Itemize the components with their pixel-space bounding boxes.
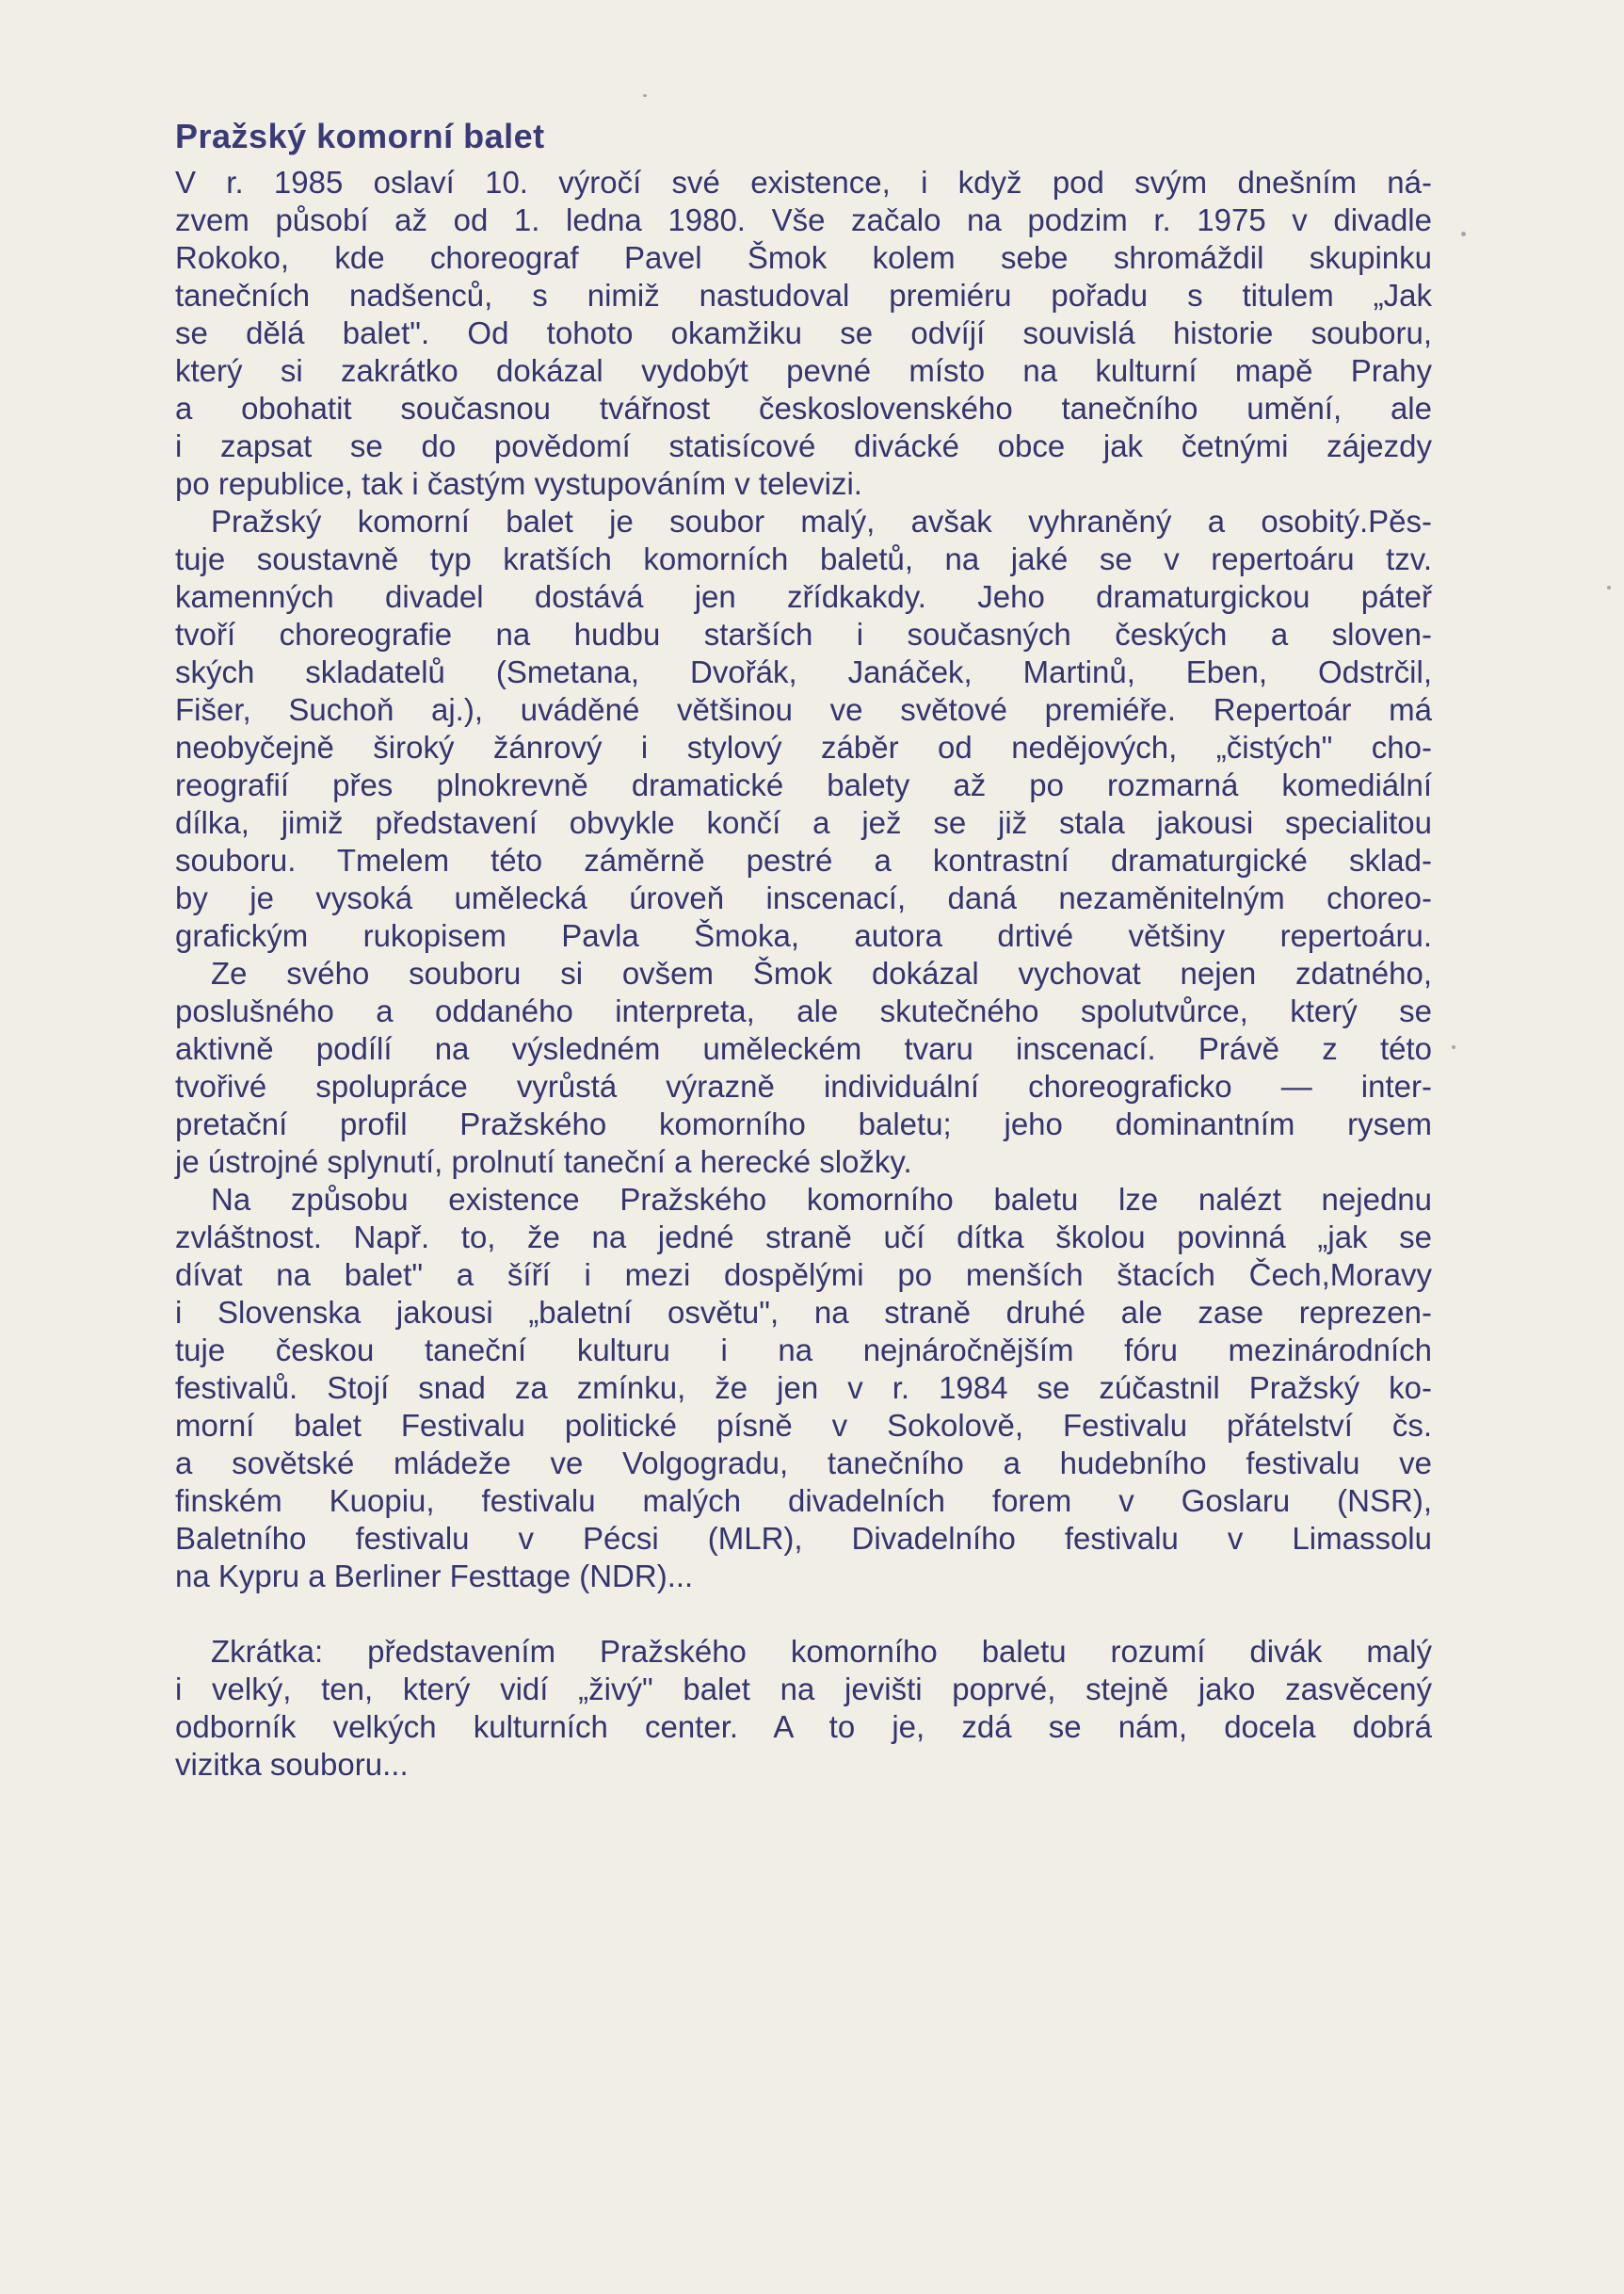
text-line: odborník velkých kulturních center. A to je, zdá se nám, docela dobrá: [175, 1709, 1432, 1744]
text-line: aktivně podílí na výsledném uměleckém tvaru inscenací. Právě z této: [175, 1031, 1432, 1066]
text-line: Fišer, Suchoň aj.), uváděné většinou ve světové premiéře. Repertoár má: [175, 692, 1432, 727]
text-line: se dělá balet". Od tohoto okamžiku se odvíjí souvislá historie souboru,: [175, 315, 1432, 350]
text-line: je ústrojné splynutí, prolnutí taneční a herecké složky.: [175, 1144, 912, 1179]
text-line: pretační profil Pražského komorního baletu; jeho dominantním rysem: [175, 1107, 1432, 1141]
text-line: morní balet Festivalu politické písně v Sokolově, Festivalu přátelství čs.: [175, 1408, 1432, 1443]
text-line: na Kypru a Berliner Festtage (NDR)...: [175, 1559, 694, 1593]
text-line: souboru. Tmelem této záměrně pestré a kontrastní dramaturgické sklad-: [175, 843, 1432, 878]
text-line: vizitka souboru...: [175, 1747, 409, 1782]
text-line: a obohatit současnou tvářnost československého tanečního umění, ale: [175, 391, 1432, 426]
text-line: tanečních nadšenců, s nimiž nastudoval premiéru pořadu s titulem „Jak: [175, 278, 1432, 313]
print-speck: [1461, 232, 1466, 236]
text-line: festivalů. Stojí snad za zmínku, že jen v r. 1984 se zúčastnil Pražský ko-: [175, 1370, 1432, 1405]
print-speck: [1452, 1045, 1455, 1049]
text-line: Zkrátka: představením Pražského komorního baletu rozumí divák malý: [211, 1634, 1432, 1669]
text-line: Na způsobu existence Pražského komorního baletu lze nalézt nejednu: [211, 1182, 1432, 1217]
text-line: Pražský komorní balet je soubor malý, avšak vyhraněný a osobitý.Pěs-: [211, 504, 1432, 539]
text-line: by je vysoká umělecká úroveň inscenací, daná nezaměnitelným choreo-: [175, 880, 1432, 915]
text-line: tvořivé spolupráce vyrůstá výrazně individuální choreograficko — inter-: [175, 1069, 1432, 1104]
text-line: ských skladatelů (Smetana, Dvořák, Janáček, Martinů, Eben, Odstrčil,: [175, 654, 1432, 689]
print-speck: [1607, 586, 1611, 590]
text-line: i velký, ten, který vidí „živý" balet na jevišti poprvé, stejně jako zasvěcený: [175, 1672, 1432, 1706]
text-line: tvoří choreografie na hudbu starších i současných českých a sloven-: [175, 617, 1432, 652]
text-line: i zapsat se do povědomí statisícové divácké obce jak četnými zájezdy: [175, 428, 1432, 463]
text-line: tuje soustavně typ kratších komorních baletů, na jaké se v repertoáru tzv.: [175, 541, 1432, 576]
text-line: zvláštnost. Např. to, že na jedné straně učí dítka školou povinná „jak se: [175, 1220, 1432, 1254]
text-line: tuje českou taneční kulturu i na nejnáročnějším fóru mezinárodních: [175, 1333, 1432, 1367]
text-line: V r. 1985 oslaví 10. výročí své existence, i když pod svým dnešním ná-: [175, 165, 1432, 200]
text-line: který si zakrátko dokázal vydobýt pevné místo na kulturní mapě Prahy: [175, 353, 1432, 388]
text-line: reografií přes plnokrevně dramatické balety až po rozmarná komediální: [175, 767, 1432, 802]
text-line: i Slovenska jakousi „baletní osvětu", na straně druhé ale zase reprezen-: [175, 1295, 1432, 1330]
text-line: neobyčejně široký žánrový i stylový záběr od nedějových, „čistých" cho-: [175, 730, 1432, 765]
text-line: po republice, tak i častým vystupováním v televizi.: [175, 466, 862, 501]
text-line: Baletního festivalu v Pécsi (MLR), Divadelního festivalu v Limassolu: [175, 1521, 1432, 1556]
text-line: zvem působí až od 1. ledna 1980. Vše začalo na podzim r. 1975 v divadle: [175, 202, 1432, 237]
text-line: grafickým rukopisem Pavla Šmoka, autora drtivé většiny repertoáru.: [175, 918, 1432, 953]
text-line: finském Kuopiu, festivalu malých divadelních forem v Goslaru (NSR),: [175, 1483, 1432, 1518]
text-line: Ze svého souboru si ovšem Šmok dokázal vychovat nejen zdatného,: [211, 956, 1432, 991]
text-line: a sovětské mládeže ve Volgogradu, tanečního a hudebního festivalu ve: [175, 1446, 1432, 1480]
text-line: dílka, jimiž představení obvykle končí a jež se již stala jakousi specialitou: [175, 805, 1432, 840]
print-speck: [643, 94, 647, 97]
document-title: Pražský komorní balet: [175, 117, 545, 155]
text-line: dívat na balet" a šíří i mezi dospělými po menších štacích Čech,Moravy: [175, 1257, 1432, 1292]
text-line: poslušného a oddaného interpreta, ale skutečného spolutvůrce, který se: [175, 994, 1432, 1028]
text-line: kamenných divadel dostává jen zřídkakdy. Jeho dramaturgickou páteř: [175, 579, 1432, 614]
text-line: Rokoko, kde choreograf Pavel Šmok kolem sebe shromáždil skupinku: [175, 240, 1432, 275]
